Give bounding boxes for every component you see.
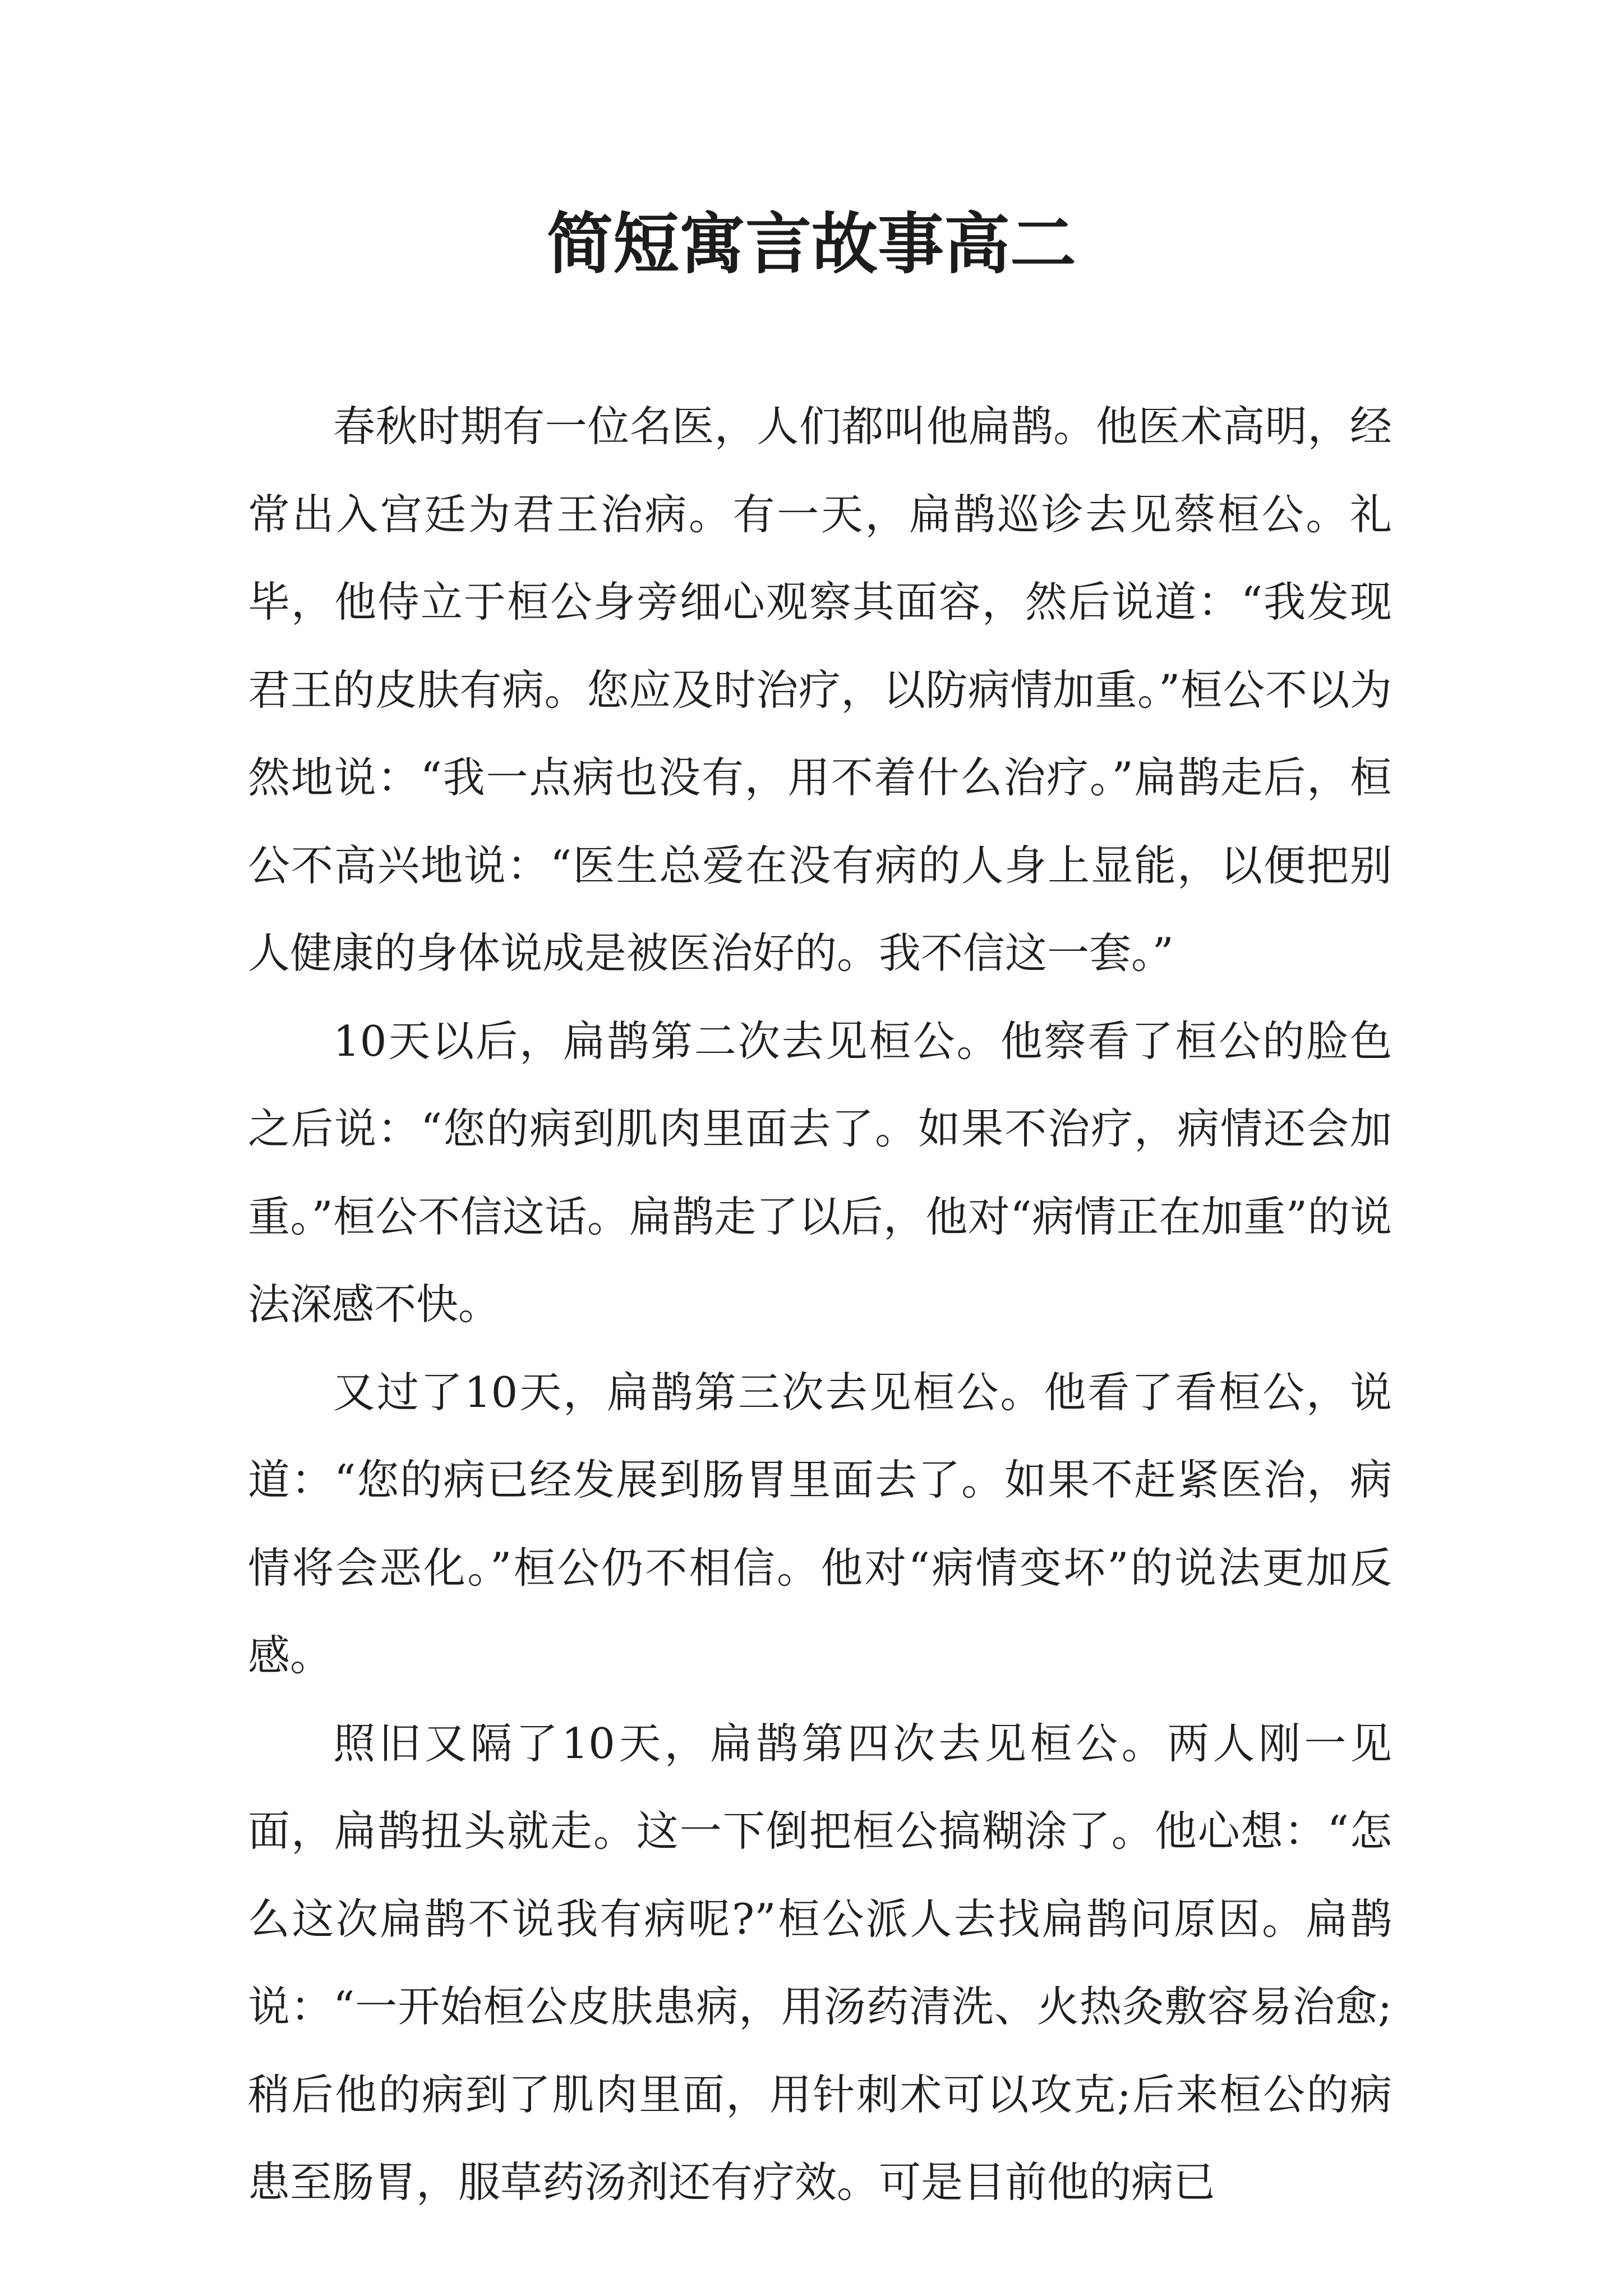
document-body <box>248 383 1392 2226</box>
paragraph-4: 照旧又隔了10天，扁鹊第四次去见桓公。两人刚一见面，扁鹊扭头就走。这一下倒把桓公搞糊涂了。他心想：“怎么这次扁鹊不说我有病呢?”桓公派人去找扁鹊问原因。扁鹊说：“一开始桓公皮肤患病，用汤药清洗、火热灸敷容易治愈;稍后他的病到了肌肉里面，用针刺术可以攻克;后来桓公的病患至肠胃，服草药汤剂还有疗效。可是目前他的病已 <box>248 1718 1392 2207</box>
paragraph-2: 10天以后，扁鹊第二次去见桓公。他察看了桓公的脸色之后说：“您的病到肌肉里面去了。如果不治疗，病情还会加重。”桓公不信这话。扁鹊走了以后，他对“病情正在加重”的说法深感不快。 <box>248 1016 1392 1329</box>
paragraph-3: 又过了10天，扁鹊第三次去见桓公。他看了看桓公，说道：“您的病已经发展到肠胃里面去了。如果不赶紧医治，病情将会恶化。”桓公仍不相信。他对“病情变坏”的说法更加反感。 <box>248 1367 1392 1680</box>
document-title: 简短寓言故事高二 <box>546 205 1076 283</box>
paragraph-1: 春秋时期有一位名医，人们都叫他扁鹊。他医术高明，经常出入宫廷为君王治病。有一天，扁鹊巡诊去见蔡桓公。礼毕，他侍立于桓公身旁细心观察其面容，然后说道：“我发现君王的皮肤有病。您应及时治疗，以防病情加重。”桓公不以为然地说：“我一点病也没有，用不着什么治疗。”扁鹊走后，桓公不高兴地说：“医生总爱在没有病的人身上显能，以便把别人健康的身体说成是被医治好的。我不信这一套。” <box>248 402 1392 978</box>
